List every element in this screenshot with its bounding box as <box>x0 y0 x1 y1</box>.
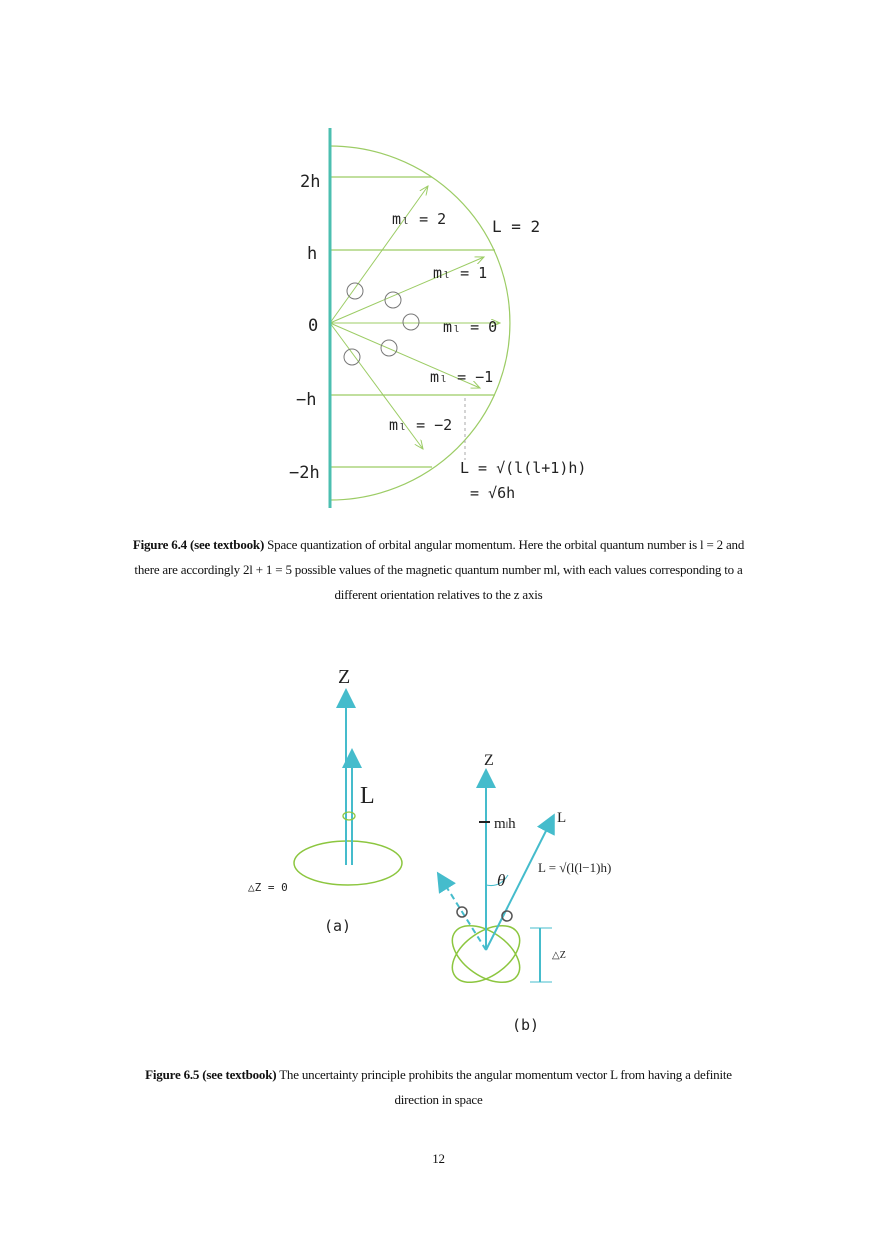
z-label: Z <box>484 752 494 769</box>
tick-minus-2h: −2h <box>289 463 320 483</box>
panel-b-label: (b) <box>512 1016 540 1034</box>
caption-text: The uncertainty principle prohibits the angular momentum vector L from having a definite direction in space <box>276 1067 732 1107</box>
delta-z-label: △Z = 0 <box>248 881 288 894</box>
mlh-label: mₗh <box>494 816 516 832</box>
ml-label-2: mₗ = 2 <box>392 210 447 228</box>
figure-6-5a <box>248 666 402 935</box>
ml-label-minus-1: mₗ = −1 <box>430 368 494 386</box>
rotation-icon <box>343 812 355 820</box>
L-label: L <box>557 810 567 826</box>
L-label: L <box>360 783 375 809</box>
theta-label: θ <box>497 871 506 890</box>
figure-6-4-caption <box>0 532 877 607</box>
ml-label-1: mₗ = 1 <box>433 264 488 282</box>
caption-label: Figure 6.5 (see textbook) <box>145 1067 277 1082</box>
tick-minus-h: −h <box>296 390 317 410</box>
caption-label: Figure 6.4 (see textbook) <box>132 537 265 552</box>
figure-6-5b <box>439 752 611 1034</box>
page-number: 12 <box>432 1151 445 1166</box>
panel-a-label: (a) <box>324 917 352 935</box>
L-formula: L = √(l(l+1)h) <box>460 459 587 477</box>
figure-6-5-caption <box>0 1062 877 1112</box>
delta-z-label: △Z <box>552 950 566 961</box>
tick-0: 0 <box>308 316 319 336</box>
figure-6-4 <box>289 128 586 508</box>
L-label: L = 2 <box>492 217 541 236</box>
rotation-icons <box>344 283 419 365</box>
L-formula-value: = √6h <box>470 484 516 502</box>
ml-label-minus-2: mₗ = −2 <box>389 416 453 434</box>
L-vector-dashed-arrow <box>439 875 486 950</box>
tick-h: h <box>307 244 318 264</box>
orbit-ellipse <box>294 841 402 885</box>
tick-2h: 2h <box>300 172 321 192</box>
L-formula: L = √(l(l−1)h) <box>538 860 612 875</box>
ml-label-0: mₗ = 0 <box>443 318 498 336</box>
z-label: Z <box>338 666 351 688</box>
caption-text: Space quantization of orbital angular momentum. Here the orbital quantum number is l = 2 and there are accordingly 2l + 1 = 5 possible values of the magnetic quantum number ml, with each values corresponding to a different orientation relatives to the z axis <box>134 537 745 602</box>
